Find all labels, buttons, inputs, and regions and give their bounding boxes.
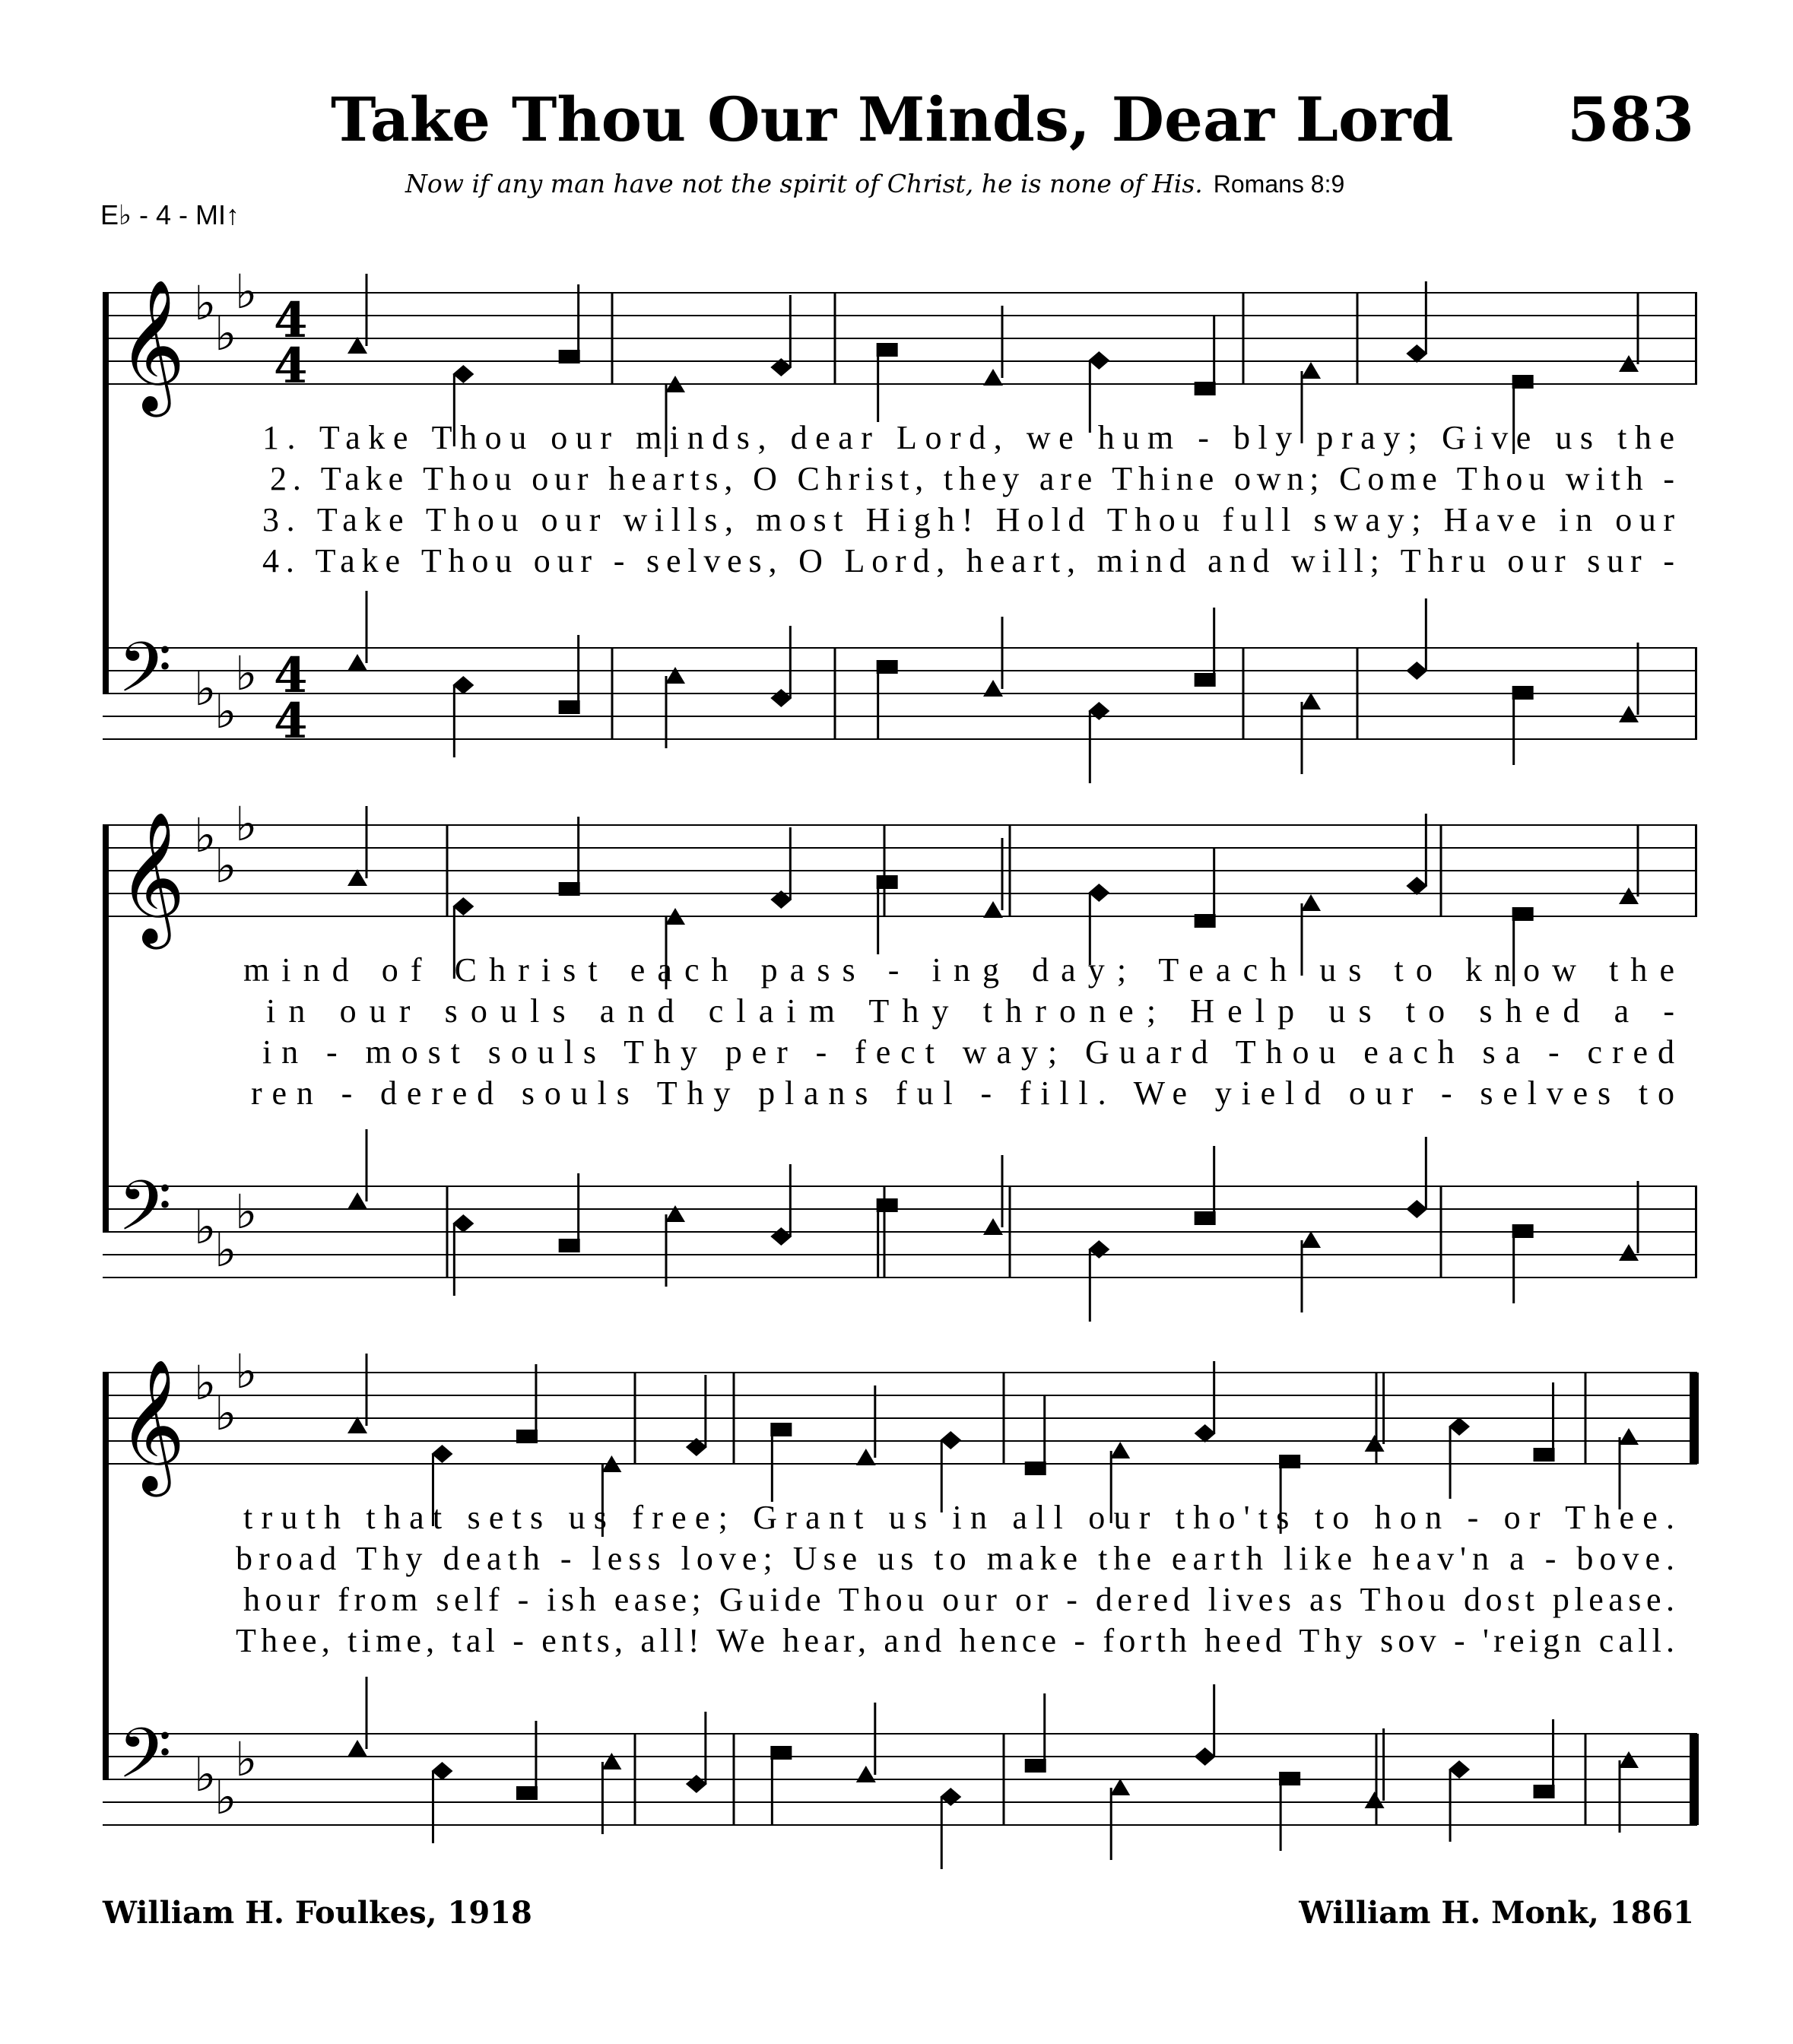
treble-note-icon [1195, 914, 1216, 928]
treble-note-icon [877, 343, 898, 357]
treble-note-icon [1110, 1442, 1130, 1458]
time-signature-digit: 4 [274, 338, 308, 395]
lyric-line-verse-2: in our souls and claim Thy throne; Help us to shed a - [266, 992, 1675, 1030]
treble-note-icon [1279, 1455, 1300, 1468]
treble-note-icon [1195, 382, 1216, 395]
treble-note-icon [431, 1445, 452, 1463]
treble-note-icon [1301, 894, 1321, 911]
treble-clef-icon: 𝄞 [118, 1359, 186, 1491]
bass-note-icon [1025, 1759, 1046, 1773]
flat-icon: ♭ [194, 661, 217, 716]
flat-icon: ♭ [214, 1769, 237, 1825]
treble-note-icon [1365, 1435, 1385, 1452]
time-signature-digit: 4 [274, 647, 308, 704]
treble-note-icon [1619, 887, 1639, 904]
bass-note-icon [1512, 1224, 1534, 1238]
barline [1695, 1186, 1697, 1278]
flat-icon: ♭ [194, 1747, 217, 1802]
scripture-text: Now if any man have not the spirit of Christ, he is none of His. [405, 169, 1203, 198]
bass-note-icon [1512, 686, 1534, 700]
final-barline [1690, 1734, 1699, 1825]
flat-icon: ♭ [214, 1222, 237, 1278]
treble-note-icon [559, 350, 580, 363]
flat-icon: ♭ [194, 1355, 217, 1411]
treble-note-icon [516, 1430, 538, 1443]
treble-note-icon [1534, 1448, 1555, 1462]
treble-note-icon [1449, 1417, 1470, 1436]
bass-note-icon [559, 700, 580, 714]
bass-note-icon [431, 1762, 452, 1780]
flat-icon: ♭ [235, 796, 258, 852]
lyric-line-verse-4: ren - dered souls Thy plans ful - fill. We yield our - selves to [251, 1074, 1674, 1112]
treble-note-icon [940, 1431, 961, 1449]
lyric-line-verse-4: 4. Take Thou our - selves, O Lord, heart, mind and will; Thru our sur - [262, 542, 1675, 579]
barline [1695, 648, 1697, 739]
bass-note-icon [940, 1788, 961, 1806]
bass-note-icon [1110, 1779, 1130, 1795]
flat-icon: ♭ [235, 1344, 258, 1399]
flat-icon: ♭ [235, 646, 258, 701]
treble-note-icon [559, 882, 580, 896]
bass-note-icon [1301, 1231, 1321, 1248]
treble-note-icon [347, 1417, 367, 1433]
bass-note-icon [983, 680, 1003, 697]
bass-staff [103, 1166, 1697, 1278]
bass-note-icon [686, 1775, 707, 1793]
lyric-line-verse-1: truth that sets us free; Grant us in all our tho'ts to hon - or Thee. [243, 1499, 1674, 1536]
lyric-line-verse-4: Thee, time, tal - ents, all! We hear, and hence - forth heed Thy sov - 'reign call. [236, 1622, 1674, 1659]
bass-note-icon [1406, 662, 1427, 680]
lyric-line-verse-3: hour from self - ish ease; Guide Thou our or - dered lives as Thou dost please. [243, 1581, 1675, 1618]
flat-icon: ♭ [194, 275, 217, 331]
bass-note-icon [452, 676, 474, 694]
bass-note-icon [1534, 1785, 1555, 1798]
flat-icon: ♭ [214, 306, 237, 361]
bass-note-icon [1195, 1211, 1216, 1225]
bass-clef-icon: 𝄢 [118, 1166, 172, 1263]
treble-note-icon [877, 875, 898, 889]
treble-note-icon [1406, 344, 1427, 363]
bass-clef-icon: 𝄢 [118, 627, 172, 725]
bass-note-icon [1279, 1772, 1300, 1785]
lyric-line-verse-2: 2. Take Thou our hearts, O Christ, they are Thine own; Come Thou with - [270, 460, 1675, 497]
bass-note-icon [559, 1239, 580, 1252]
hymn-title: Take Thou Our Minds, Dear Lord [331, 84, 1454, 155]
flat-icon: ♭ [194, 808, 217, 863]
bass-note-icon [1619, 1751, 1639, 1768]
lyric-line-verse-3: 3. Take Thou our wills, most High! Hold Thou full sway; Have in our [262, 501, 1674, 538]
bass-note-icon [770, 1746, 792, 1760]
bass-note-icon [347, 1740, 367, 1757]
treble-note-icon [347, 869, 367, 886]
system-bracket [103, 293, 109, 694]
bass-note-icon [877, 1198, 898, 1212]
music-credit: William H. Monk, 1861 [1299, 1895, 1694, 1931]
bass-note-icon [601, 1753, 621, 1769]
lyric-line-verse-2: broad Thy death - less love; Use us to make the earth like heav'n a - bove. [236, 1540, 1674, 1577]
bass-note-icon [770, 1227, 792, 1246]
treble-note-icon [1512, 907, 1534, 921]
bass-note-icon [1449, 1760, 1470, 1779]
system-bracket [103, 1373, 109, 1779]
treble-note-icon [1301, 362, 1321, 379]
lyric-line-verse-1: 1. Take Thou our minds, dear Lord, we hum - bly pray; Give us the [262, 419, 1674, 456]
treble-note-icon [983, 901, 1003, 918]
scripture-reference: Romans 8:9 [1213, 170, 1345, 198]
treble-note-icon [347, 337, 367, 354]
bass-note-icon [1088, 702, 1109, 720]
flat-icon: ♭ [194, 1199, 217, 1255]
bass-note-icon [1619, 706, 1639, 722]
words-credit: William H. Foulkes, 1918 [103, 1895, 532, 1931]
final-barline [1690, 1373, 1699, 1464]
bass-note-icon [1619, 1244, 1639, 1261]
flat-icon: ♭ [214, 684, 237, 739]
treble-note-icon [1512, 375, 1534, 389]
bass-note-icon [770, 689, 792, 707]
bass-note-icon [1088, 1240, 1109, 1258]
bass-note-icon [1195, 673, 1216, 687]
bass-note-icon [856, 1766, 876, 1782]
treble-note-icon [983, 369, 1003, 386]
lyric-line-verse-1: mind of Christ each pass - ing day; Teach us to know the [243, 951, 1674, 989]
time-signature-digit: 4 [274, 292, 308, 349]
bass-note-icon [1365, 1792, 1385, 1808]
treble-note-icon [1195, 1424, 1216, 1443]
treble-staff [103, 796, 1697, 950]
bass-note-icon [1301, 693, 1321, 709]
bass-note-icon [665, 1205, 685, 1222]
flat-icon: ♭ [214, 838, 237, 893]
treble-note-icon [856, 1449, 876, 1465]
treble-note-icon [1088, 884, 1109, 902]
key-signature-label: E♭ - 4 - MI↑ [100, 199, 240, 230]
bass-note-icon [1195, 1747, 1216, 1766]
treble-clef-icon: 𝄞 [118, 811, 186, 944]
treble-note-icon [1406, 877, 1427, 895]
barline [1695, 825, 1697, 916]
treble-note-icon [1619, 1428, 1639, 1445]
bass-note-icon [347, 1192, 367, 1209]
bass-note-icon [1406, 1200, 1427, 1218]
bass-clef-icon: 𝄢 [118, 1713, 172, 1811]
bass-note-icon [665, 667, 685, 684]
system-bracket [103, 825, 109, 1232]
bass-staff [103, 627, 1697, 750]
lyric-line-verse-3: in - most souls Thy per - fect way; Guard Thou each sa - cred [262, 1033, 1675, 1071]
bass-note-icon [347, 654, 367, 671]
flat-icon: ♭ [235, 1731, 258, 1787]
treble-note-icon [1619, 355, 1639, 372]
treble-staff [103, 264, 1697, 417]
hymn-number: 583 [1567, 84, 1694, 155]
barline [1695, 293, 1697, 384]
flat-icon: ♭ [235, 1184, 258, 1239]
bass-note-icon [452, 1214, 474, 1233]
flat-icon: ♭ [235, 264, 258, 319]
treble-note-icon [452, 897, 474, 916]
time-signature-digit: 4 [274, 693, 308, 750]
bass-note-icon [516, 1786, 538, 1800]
bass-note-icon [983, 1218, 1003, 1235]
treble-note-icon [452, 365, 474, 383]
treble-clef-icon: 𝄞 [118, 279, 186, 411]
treble-note-icon [1025, 1462, 1046, 1475]
treble-note-icon [1088, 351, 1109, 370]
treble-note-icon [770, 1423, 792, 1436]
bass-note-icon [877, 660, 898, 674]
flat-icon: ♭ [214, 1385, 237, 1441]
